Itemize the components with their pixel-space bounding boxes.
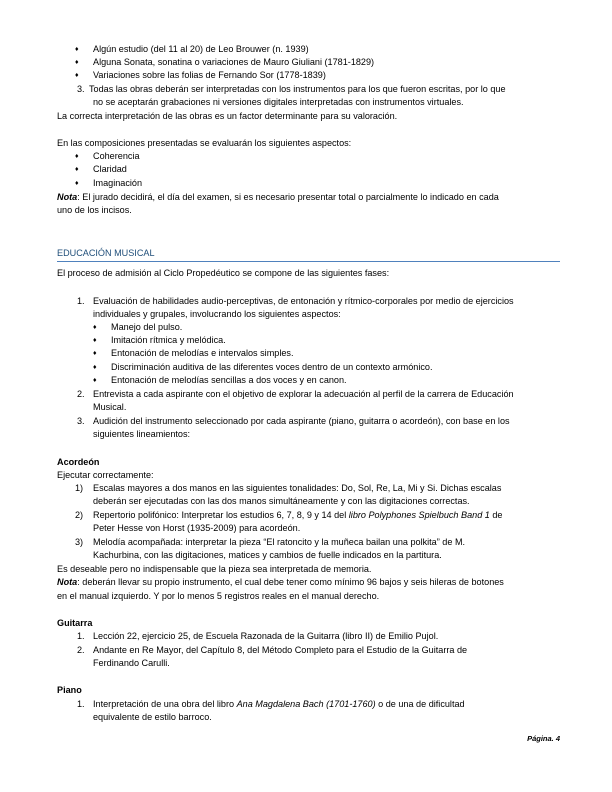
list-item: Manejo del pulso. (111, 322, 183, 332)
paragraph-line: Ferdinando Carulli. (93, 658, 170, 668)
list-number: 2) (75, 510, 84, 520)
bullet-icon: ♦ (93, 350, 97, 357)
bullet-icon: ♦ (75, 153, 79, 160)
book-title: libro Polyphones Spielbuch Band 1 (348, 510, 490, 520)
bullet-icon: ♦ (75, 59, 79, 66)
subheading-acordeon: Acordeón (57, 457, 100, 467)
paragraph-line: Andante en Re Mayor, del Capítulo 8, del Método Completo para el Estudio de la Guitarra de (93, 645, 468, 655)
list-item: Discriminación auditiva de las diferentes voces dentro de un contexto armónico. (111, 362, 433, 372)
paragraph-line: Audición del instrumento seleccionado por cada aspirante (piano, guitarra o acordeón), con base en los (93, 416, 510, 426)
note-line: Nota: El jurado decidirá, el día del examen, si es necesario presentar total o parcialmente lo indicado en cada (57, 192, 499, 202)
paragraph-line: Es deseable pero no indispensable que la pieza sea interpretada de memoria. (57, 564, 372, 574)
subheading-guitarra: Guitarra (57, 618, 93, 628)
list-number: 3. (77, 416, 85, 426)
paragraph-line: Interpretación de una obra del libro Ana Magdalena Bach (1701-1760) o de una de dificultad (93, 699, 465, 709)
paragraph-line: Ejecutar correctamente: (57, 470, 154, 480)
paragraph-line: individuales y grupales, involucrando los siguientes aspectos: (93, 309, 341, 319)
bullet-icon: ♦ (93, 364, 97, 371)
list-item: Imaginación (93, 178, 143, 188)
paragraph-line: Peter Hesse von Horst (1935-2009) para acordeón. (93, 523, 301, 533)
paragraph-line: no se aceptarán grabaciones ni versiones digitales interpretadas con instrumentos virtuales. (93, 97, 464, 107)
list-number: 1) (75, 483, 84, 493)
list-number: 2. (77, 645, 85, 655)
list-number: 2. (77, 389, 85, 399)
paragraph-line: Todas las obras deberán ser interpretadas con los instrumentos para los que fueron escritas, por lo que (89, 84, 506, 94)
paragraph-line: Melodía acompañada: interpretar la pieza “El ratoncito y la muñeca bailan una polkita” de M. (93, 537, 466, 547)
paragraph-line: Musical. (93, 402, 127, 412)
paragraph-line: El proceso de admisión al Ciclo Propedéutico se compone de las siguientes fases: (57, 268, 390, 278)
bullet-icon: ♦ (75, 180, 79, 187)
paragraph-line: La correcta interpretación de las obras es un factor determinante para su valoración. (57, 111, 398, 121)
list-item: Algún estudio (del 11 al 20) de Leo Brouwer (n. 1939) (93, 44, 309, 54)
paragraph-line: Entrevista a cada aspirante con el objetivo de explorar la adecuación al perfil de la carrera de Educación (93, 389, 514, 399)
bullet-icon: ♦ (75, 46, 79, 53)
paragraph-line: siguientes lineamientos: (93, 429, 191, 439)
note-label: Nota (57, 577, 78, 587)
note-line: Nota: deberán llevar su propio instrumento, el cual debe tener como mínimo 96 bajos y seis hileras de botones (57, 577, 504, 587)
bullet-icon: ♦ (75, 72, 79, 79)
list-number: 1. (77, 296, 85, 306)
paragraph-line: Escalas mayores a dos manos en las siguientes tonalidades: Do, Sol, Re, La, Mi y Si. Dichas escalas (93, 483, 502, 493)
list-number: 3. (77, 84, 85, 94)
paragraph-line: Lección 22, ejercicio 25, de Escuela Razonada de la Guitarra (libro II) de Emilio Pujol. (93, 631, 439, 641)
bullet-icon: ♦ (93, 337, 97, 344)
section-divider (57, 261, 560, 262)
bullet-icon: ♦ (75, 166, 79, 173)
subheading-piano: Piano (57, 685, 82, 695)
paragraph-line: equivalente de estilo barroco. (93, 712, 212, 722)
list-item: Coherencia (93, 151, 140, 161)
book-title: Ana Magdalena Bach (1701-1760) (236, 699, 376, 709)
list-item: Imitación rítmica y melódica. (111, 335, 226, 345)
list-item: Claridad (93, 164, 127, 174)
list-number: 3) (75, 537, 84, 547)
paragraph-line: Repertorio polifónico: Interpretar los estudios 6, 7, 8, 9 y 14 del libro Polyphones Spielbuch Band 1 de (93, 510, 503, 520)
bullet-icon: ♦ (93, 377, 97, 384)
note-label: Nota (57, 192, 78, 202)
section-heading: EDUCACIÓN MUSICAL (57, 248, 155, 258)
list-number: 1. (77, 631, 85, 641)
list-item: Entonación de melodías sencillas a dos voces y en canon. (111, 375, 347, 385)
bullet-icon: ♦ (93, 324, 97, 331)
paragraph-line: En las composiciones presentadas se evaluarán los siguientes aspectos: (57, 138, 352, 148)
list-item: Entonación de melodías e intervalos simples. (111, 348, 294, 358)
paragraph-line: deberán ser ejecutadas con las dos manos simultáneamente y con las digitaciones correctas. (93, 496, 470, 506)
paragraph-line: Kachurbina, con las digitaciones, matices y cambios de fuelle indicados en la partitura. (93, 550, 442, 560)
list-item: Alguna Sonata, sonatina o variaciones de Mauro Giuliani (1781-1829) (93, 57, 375, 67)
paragraph-line: Evaluación de habilidades audio-perceptivas, de entonación y rítmico-corporales por medio de ejercicios (93, 296, 514, 306)
list-number: 1. (77, 699, 85, 709)
note-line: en el manual izquierdo. Y por lo menos 5 registros reales en el manual derecho. (57, 591, 380, 601)
note-line: uno de los incisos. (57, 205, 132, 215)
page-number: Página. 4 (527, 734, 560, 743)
list-item: Variaciones sobre las folias de Fernando Sor (1778-1839) (93, 70, 326, 80)
